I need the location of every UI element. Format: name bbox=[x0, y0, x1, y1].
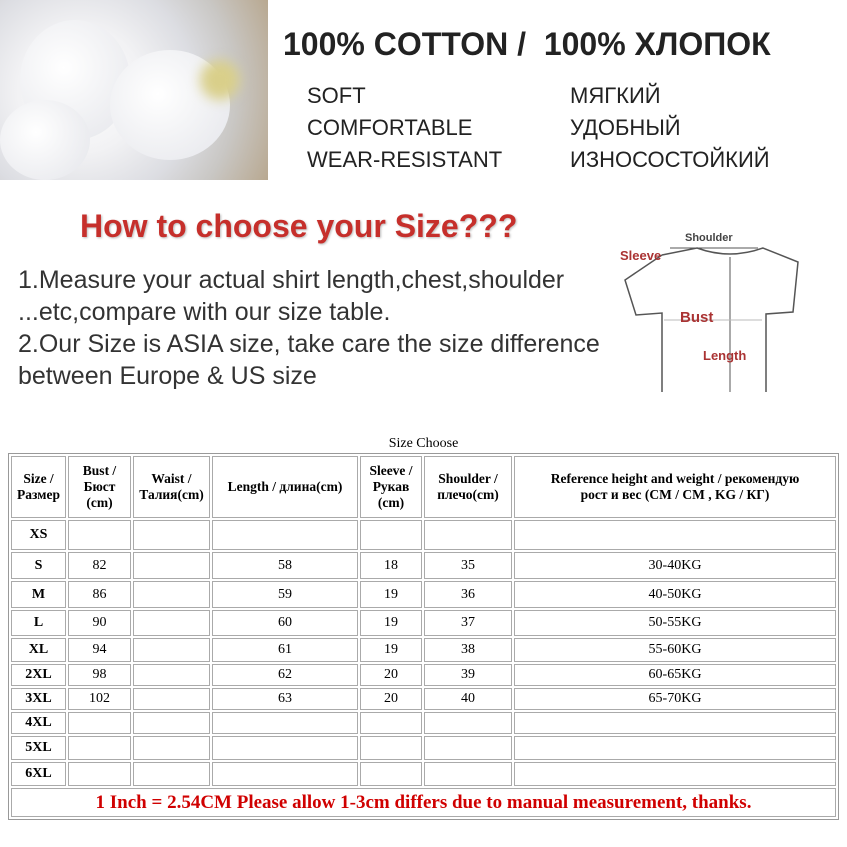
feature: МЯГКИЙ bbox=[570, 83, 661, 108]
size-cell: 3XL bbox=[11, 688, 66, 710]
tshirt-diagram bbox=[600, 220, 800, 400]
size-cell: 2XL bbox=[11, 664, 66, 686]
header-line: (cm) bbox=[377, 495, 405, 510]
value-cell bbox=[68, 712, 131, 734]
value-cell bbox=[133, 638, 210, 662]
value-cell: 38 bbox=[424, 638, 512, 662]
value-cell bbox=[514, 520, 836, 550]
feature: ИЗНОСОСТОЙКИЙ bbox=[570, 147, 770, 172]
header-line: Талия(cm) bbox=[139, 487, 204, 502]
table-row bbox=[11, 520, 836, 550]
value-cell: 19 bbox=[360, 610, 422, 636]
header-line: Reference height and weight / рекомендую bbox=[550, 471, 800, 486]
cotton-photo bbox=[0, 0, 268, 180]
length-label: Length bbox=[703, 348, 747, 363]
value-cell: 90 bbox=[68, 610, 131, 636]
value-cell bbox=[133, 688, 210, 710]
header-line: Waist / bbox=[151, 471, 192, 486]
value-cell: 36 bbox=[424, 581, 512, 608]
value-cell bbox=[424, 712, 512, 734]
table-caption: Size Choose bbox=[388, 436, 459, 451]
value-cell: 37 bbox=[424, 610, 512, 636]
value-cell bbox=[514, 712, 836, 734]
value-cell: 94 bbox=[68, 638, 131, 662]
value-cell: 40 bbox=[424, 688, 512, 710]
header-line: Shoulder / bbox=[438, 471, 498, 486]
table-row bbox=[11, 762, 836, 786]
column-header bbox=[514, 456, 836, 518]
value-cell bbox=[133, 762, 210, 786]
features-ru bbox=[570, 80, 770, 176]
value-cell bbox=[424, 736, 512, 760]
shoulder-label: Shoulder bbox=[685, 232, 733, 244]
value-cell: 63 bbox=[212, 688, 358, 710]
table-row bbox=[11, 581, 836, 608]
table-row bbox=[11, 664, 836, 686]
size-cell: 4XL bbox=[11, 712, 66, 734]
column-header bbox=[424, 456, 512, 518]
step-line: 1.Measure your actual shirt length,chest,shoulder bbox=[18, 266, 565, 294]
value-cell: 39 bbox=[424, 664, 512, 686]
size-guide-steps bbox=[18, 264, 600, 392]
value-cell: 20 bbox=[360, 664, 422, 686]
column-header bbox=[212, 456, 358, 518]
value-cell bbox=[133, 712, 210, 734]
value-cell: 82 bbox=[68, 552, 131, 579]
value-cell bbox=[212, 736, 358, 760]
size-guide-heading: How to choose your Size??? bbox=[80, 208, 518, 244]
value-cell bbox=[514, 762, 836, 786]
table-row bbox=[11, 610, 836, 636]
value-cell: 19 bbox=[360, 581, 422, 608]
value-cell bbox=[424, 520, 512, 550]
measurement-note: 1 Inch = 2.54CM Please allow 1-3cm differs due to manual measurement, thanks. bbox=[11, 788, 836, 817]
value-cell: 98 bbox=[68, 664, 131, 686]
value-cell bbox=[133, 610, 210, 636]
value-cell: 58 bbox=[212, 552, 358, 579]
column-header bbox=[133, 456, 210, 518]
value-cell: 18 bbox=[360, 552, 422, 579]
header-line: (cm) bbox=[86, 495, 113, 510]
value-cell bbox=[212, 762, 358, 786]
value-cell bbox=[133, 581, 210, 608]
size-cell: M bbox=[11, 581, 66, 608]
table-row bbox=[11, 688, 836, 710]
value-cell: 102 bbox=[68, 688, 131, 710]
value-cell bbox=[133, 552, 210, 579]
feature: УДОБНЫЙ bbox=[570, 115, 681, 140]
value-cell bbox=[514, 736, 836, 760]
size-cell: XL bbox=[11, 638, 66, 662]
value-cell bbox=[133, 736, 210, 760]
value-cell: 50-55KG bbox=[514, 610, 836, 636]
value-cell bbox=[212, 520, 358, 550]
size-cell: XS bbox=[11, 520, 66, 550]
value-cell bbox=[133, 664, 210, 686]
table-row bbox=[11, 552, 836, 579]
header-line: плечо(cm) bbox=[437, 487, 499, 502]
table-row bbox=[11, 712, 836, 734]
size-table bbox=[8, 453, 839, 820]
value-cell: 19 bbox=[360, 638, 422, 662]
sleeve-label: Sleeve bbox=[620, 248, 662, 263]
feature: SOFT bbox=[307, 83, 366, 108]
header-line: рост и вес (CM / СМ , KG / КГ) bbox=[580, 487, 770, 502]
size-cell: S bbox=[11, 552, 66, 579]
value-cell: 62 bbox=[212, 664, 358, 686]
header-line: Bust / bbox=[82, 463, 117, 478]
column-header bbox=[68, 456, 131, 518]
value-cell: 55-60KG bbox=[514, 638, 836, 662]
feature: WEAR-RESISTANT bbox=[307, 147, 503, 172]
features-en bbox=[307, 80, 502, 176]
value-cell: 59 bbox=[212, 581, 358, 608]
value-cell: 30-40KG bbox=[514, 552, 836, 579]
value-cell bbox=[360, 520, 422, 550]
header-line: Бюст bbox=[83, 479, 116, 494]
value-cell bbox=[133, 520, 210, 550]
header-line: Sleeve / bbox=[369, 463, 413, 478]
value-cell bbox=[424, 762, 512, 786]
value-cell bbox=[68, 736, 131, 760]
step-line: 2.Our Size is ASIA size, take care the size difference bbox=[18, 330, 600, 358]
column-header bbox=[11, 456, 66, 518]
header-line: Размер bbox=[17, 487, 60, 502]
value-cell bbox=[360, 736, 422, 760]
value-cell: 60 bbox=[212, 610, 358, 636]
value-cell: 61 bbox=[212, 638, 358, 662]
value-cell bbox=[360, 712, 422, 734]
feature: COMFORTABLE bbox=[307, 115, 473, 140]
material-title: 100% COTTON / 100% ХЛОПОК bbox=[283, 26, 771, 62]
header-line: Size / bbox=[23, 471, 54, 486]
size-cell: 5XL bbox=[11, 736, 66, 760]
value-cell: 60-65KG bbox=[514, 664, 836, 686]
size-cell: 6XL bbox=[11, 762, 66, 786]
value-cell bbox=[68, 520, 131, 550]
value-cell: 40-50KG bbox=[514, 581, 836, 608]
table-row bbox=[11, 736, 836, 760]
header-line: Рукав bbox=[372, 479, 410, 494]
bust-label: Bust bbox=[680, 309, 714, 326]
table-row bbox=[11, 638, 836, 662]
header-line: Length / длина(cm) bbox=[227, 479, 343, 494]
size-cell: L bbox=[11, 610, 66, 636]
value-cell: 35 bbox=[424, 552, 512, 579]
value-cell bbox=[68, 762, 131, 786]
step-line: ...etc,compare with our size table. bbox=[18, 298, 391, 326]
value-cell bbox=[212, 712, 358, 734]
value-cell: 65-70KG bbox=[514, 688, 836, 710]
value-cell: 86 bbox=[68, 581, 131, 608]
value-cell: 20 bbox=[360, 688, 422, 710]
step-line: between Europe & US size bbox=[18, 362, 317, 390]
value-cell bbox=[360, 762, 422, 786]
column-header bbox=[360, 456, 422, 518]
